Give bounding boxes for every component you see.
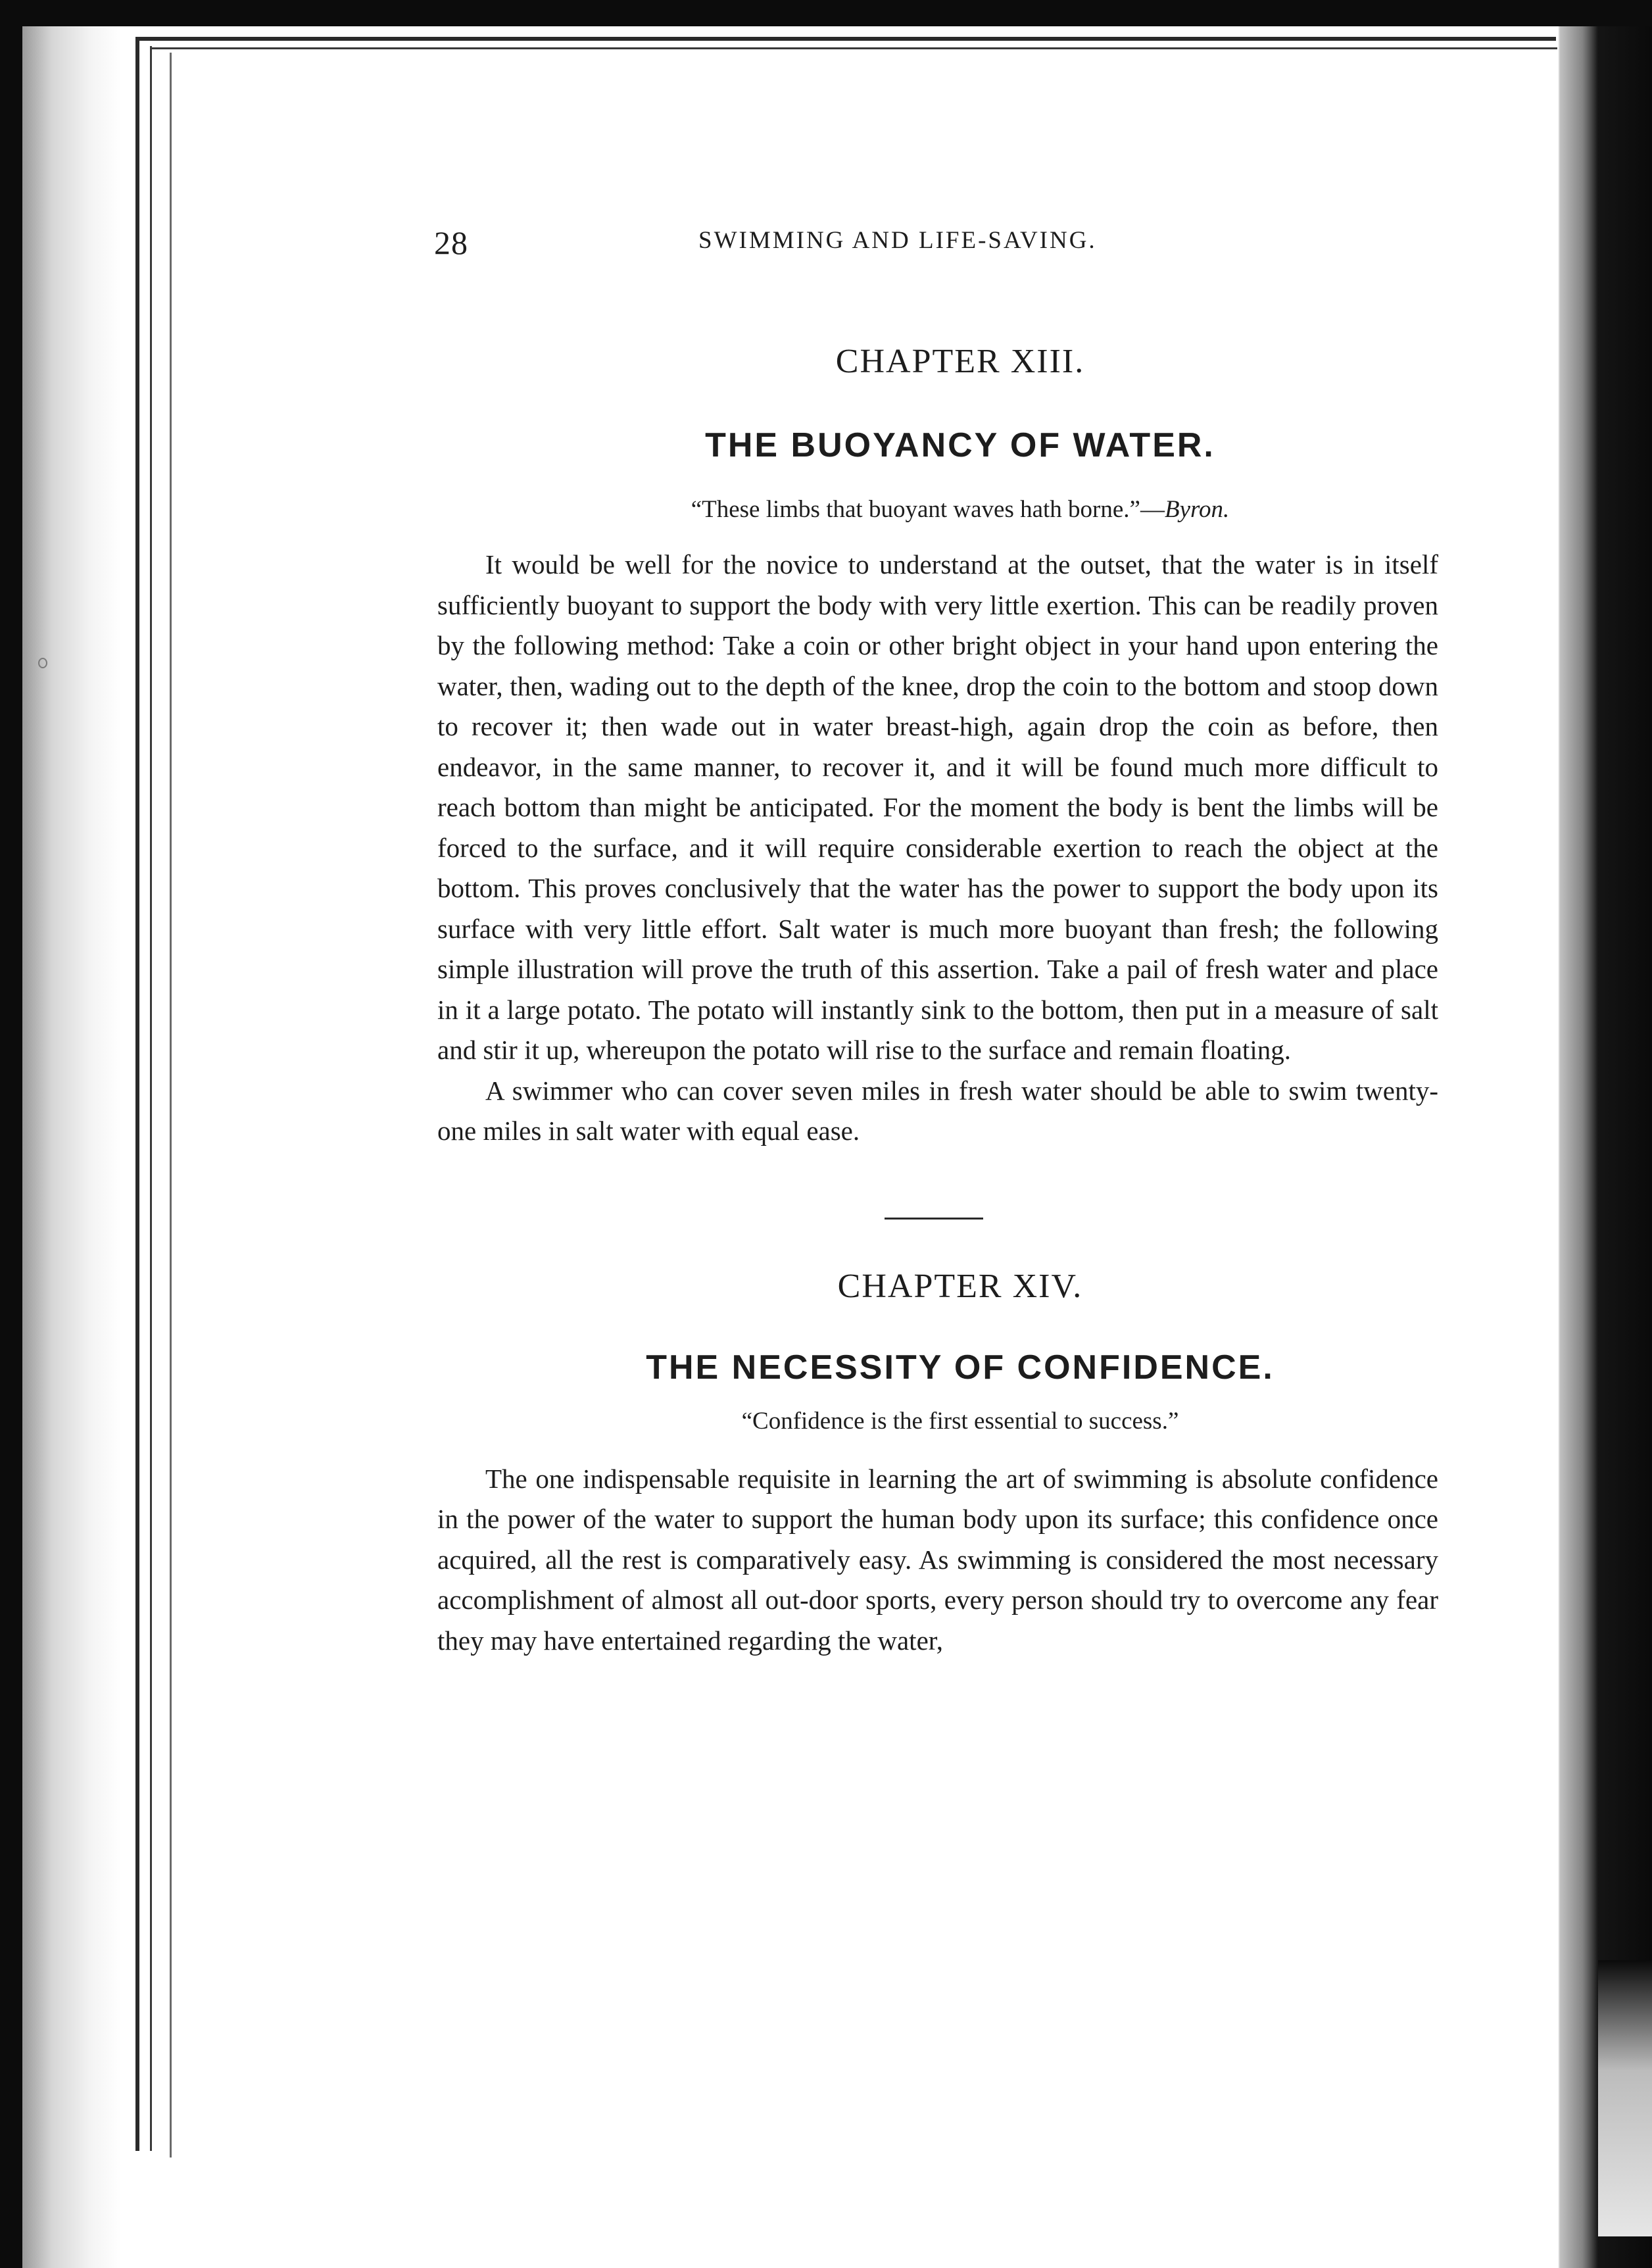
running-title: SWIMMING AND LIFE-SAVING. <box>698 227 1097 254</box>
page-edge-left-inner-2 <box>170 53 172 2157</box>
chapter-13-epigraph-quote: “These limbs that buoyant waves hath borne.”— <box>691 496 1165 523</box>
scan-speck <box>38 658 47 668</box>
page-edge-left-inner <box>150 46 152 2151</box>
page-stack-right-highlight <box>1559 26 1598 2268</box>
scan-top-border <box>0 0 1652 26</box>
book-page <box>395 197 1499 1661</box>
page-edge-left <box>135 39 139 2151</box>
page-edge-top <box>135 37 1556 41</box>
page-edge-top-inner <box>150 47 1557 49</box>
chapter-14-paragraph-1: The one indispensable requisite in learning the art of swimming is absolute confidence in the power of the water to support the human body upon its surface; this confidence once acquired, all the rest is comparatively easy. As swimming is considered the most necessary accomplishment of almost all out-door sports, every person should try to overcome any fear they may have entertained regarding the water, <box>437 1463 1438 1656</box>
chapter-13-epigraph-attribution: Byron. <box>1164 496 1230 523</box>
chapter-13-paragraph-2: A swimmer who can cover seven miles in fresh water should be able to swim twenty-one miles in salt water with equal ease. <box>437 1075 1438 1146</box>
page-stack-right-tear <box>1598 1960 1652 2236</box>
page-number: 28 <box>434 224 468 261</box>
chapter-14-epigraph: “Confidence is the first essential to success.” <box>741 1407 1179 1435</box>
chapter-14-title: THE NECESSITY OF CONFIDENCE. <box>646 1348 1275 1387</box>
chapter-14-label: CHAPTER XIV. <box>837 1267 1083 1305</box>
chapter-13-paragraph-1: It would be well for the novice to understand at the outset, that the water is in itself sufficiently buoyant to support the body with very little exertion. This can be readily proven by the following method: Take a coin or other bright object in your hand upon entering the water, then, wading out to the depth of the knee, drop the coin to the bottom and stoop down to recover it; then wade out in water breast-high, again drop the coin as before, then endeavor, in the same manner, to recover it, and it will be found much more difficult to reach bottom than might be anticipated. For the moment the body is bent the limbs will be forced to the surface, and it will require considerable exertion to reach the object at the bottom. This proves conclusively that the water has the power to support the body upon its surface with very little effort. Salt water is much more buoyant than fresh; the following simple illustration will prove the truth of this assertion. Take a pail of fresh water and place in it a large potato. The potato will instantly sink to the bottom, then put in a measure of salt and stir it up, whereupon the potato will rise to the surface and remain floating. <box>437 549 1438 1065</box>
scan-left-border <box>0 0 22 2268</box>
chapter-13-title: THE BUOYANCY OF WATER. <box>705 426 1215 464</box>
scan-left-shadow <box>22 26 121 2268</box>
chapter-13-label: CHAPTER XIII. <box>835 343 1085 380</box>
section-divider <box>885 1218 983 1220</box>
chapter-13-epigraph <box>421 495 1499 524</box>
running-head <box>395 197 1499 261</box>
